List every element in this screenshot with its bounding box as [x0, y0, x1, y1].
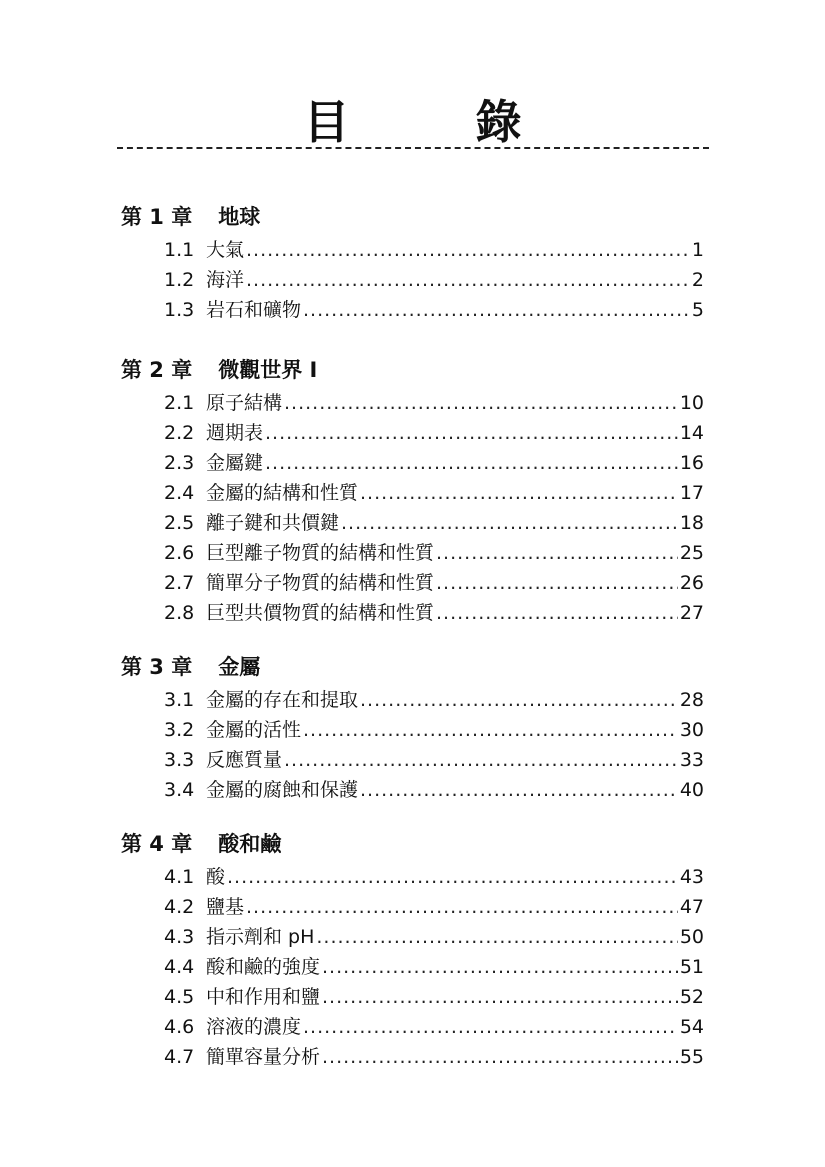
toc-entry[interactable]: [164, 982, 704, 1012]
toc-entry[interactable]: [164, 265, 704, 295]
section-number: 4.7: [164, 1046, 195, 1068]
dot-leader: [246, 265, 690, 295]
section-number: 2.4: [164, 482, 195, 504]
page-number: 18: [679, 512, 704, 534]
toc-entry[interactable]: [164, 418, 704, 448]
section-number: 2.1: [164, 392, 195, 414]
title-divider: [117, 147, 709, 149]
section-number: 2.5: [164, 512, 195, 534]
section-number: 4.3: [164, 926, 195, 948]
section-number: 2.2: [164, 422, 195, 444]
page-number: 51: [679, 956, 704, 978]
section-title: 原子結構: [206, 392, 283, 414]
chapter-number: 第 1 章: [121, 205, 193, 229]
section-title: 溶液的濃度: [206, 1016, 302, 1038]
toc-entry[interactable]: [164, 538, 704, 568]
dot-leader: [322, 1042, 678, 1072]
page-number: 28: [679, 689, 704, 711]
section-number: 1.2: [164, 269, 195, 291]
section-title: 金屬鍵: [206, 452, 264, 474]
toc-entry[interactable]: [164, 478, 704, 508]
dot-leader: [303, 715, 678, 745]
section-title: 巨型共價物質的結構和性質: [206, 602, 435, 624]
section-title: 酸: [206, 866, 226, 888]
page-number: 33: [679, 749, 704, 771]
section-number: 2.7: [164, 572, 195, 594]
section-title: 反應質量: [206, 749, 283, 771]
section-title: 指示劑和 pH: [206, 926, 315, 948]
section-number: 4.1: [164, 866, 195, 888]
page-number: 47: [679, 896, 704, 918]
chapter-heading: [121, 830, 281, 858]
page-number: 40: [679, 779, 704, 801]
toc-entry[interactable]: [164, 508, 704, 538]
dot-leader: [284, 388, 678, 418]
dot-leader: [436, 568, 678, 598]
section-title: 巨型離子物質的結構和性質: [206, 542, 435, 564]
dot-leader: [322, 952, 678, 982]
dot-leader: [436, 598, 678, 628]
dot-leader: [360, 775, 678, 805]
toc-entry[interactable]: [164, 685, 704, 715]
page-number: 10: [679, 392, 704, 414]
dot-leader: [284, 745, 678, 775]
toc-entry[interactable]: [164, 775, 704, 805]
toc-entry[interactable]: [164, 1012, 704, 1042]
chapter-number: 第 2 章: [121, 358, 193, 382]
toc-entry[interactable]: [164, 568, 704, 598]
dot-leader: [227, 862, 678, 892]
section-title: 簡單分子物質的結構和性質: [206, 572, 435, 594]
section-number: 3.1: [164, 689, 195, 711]
dot-leader: [303, 295, 690, 325]
toc-entry[interactable]: [164, 892, 704, 922]
section-number: 3.4: [164, 779, 195, 801]
section-title: 週期表: [206, 422, 264, 444]
page-number: 25: [679, 542, 704, 564]
page-number: 50: [679, 926, 704, 948]
dot-leader: [265, 448, 678, 478]
dot-leader: [360, 685, 678, 715]
section-title: 金屬的存在和提取: [206, 689, 359, 711]
section-number: 4.2: [164, 896, 195, 918]
page-number: 2: [691, 269, 704, 291]
toc-entry[interactable]: [164, 1042, 704, 1072]
section-title: 大氣: [206, 239, 245, 261]
section-title: 岩石和礦物: [206, 299, 302, 321]
page-number: 43: [679, 866, 704, 888]
toc-entry[interactable]: [164, 388, 704, 418]
dot-leader: [322, 982, 678, 1012]
chapter-name: 微觀世界 I: [218, 358, 318, 382]
chapter-name: 地球: [218, 205, 261, 229]
chapter-number: 第 4 章: [121, 832, 193, 856]
section-number: 3.2: [164, 719, 195, 741]
page-number: 27: [679, 602, 704, 624]
chapter-heading: [121, 203, 260, 231]
dot-leader: [360, 478, 678, 508]
page-title: 目 錄: [303, 95, 562, 149]
section-title: 海洋: [206, 269, 245, 291]
section-number: 3.3: [164, 749, 195, 771]
toc-entry[interactable]: [164, 598, 704, 628]
toc-entry[interactable]: [164, 952, 704, 982]
page-number: 14: [679, 422, 704, 444]
chapter-heading: [121, 653, 260, 681]
section-number: 4.5: [164, 986, 195, 1008]
section-number: 2.6: [164, 542, 195, 564]
section-number: 4.4: [164, 956, 195, 978]
page-number: 26: [679, 572, 704, 594]
chapter-heading: [121, 356, 317, 384]
section-number: 2.3: [164, 452, 195, 474]
dot-leader: [246, 235, 690, 265]
toc-entry[interactable]: [164, 922, 704, 952]
section-number: 1.1: [164, 239, 195, 261]
page-number: 52: [679, 986, 704, 1008]
page-number: 54: [679, 1016, 704, 1038]
page-number: 55: [679, 1046, 704, 1068]
toc-entry[interactable]: [164, 715, 704, 745]
toc-entry[interactable]: [164, 862, 704, 892]
section-title: 中和作用和鹽: [206, 986, 321, 1008]
dot-leader: [265, 418, 678, 448]
section-number: 2.8: [164, 602, 195, 624]
toc-entry[interactable]: [164, 235, 704, 265]
section-number: 1.3: [164, 299, 195, 321]
chapter-name: 酸和鹼: [218, 832, 282, 856]
section-title: 簡單容量分析: [206, 1046, 321, 1068]
section-title: 酸和鹼的強度: [206, 956, 321, 978]
toc-entry[interactable]: [164, 448, 704, 478]
section-title: 鹽基: [206, 896, 245, 918]
section-title: 離子鍵和共價鍵: [206, 512, 340, 534]
toc-entry[interactable]: [164, 295, 704, 325]
page-number: 5: [691, 299, 704, 321]
section-title: 金屬的腐蝕和保護: [206, 779, 359, 801]
page-number: 30: [679, 719, 704, 741]
page-number: 17: [679, 482, 704, 504]
chapter-number: 第 3 章: [121, 655, 193, 679]
section-number: 4.6: [164, 1016, 195, 1038]
dot-leader: [303, 1012, 678, 1042]
dot-leader: [316, 922, 677, 952]
dot-leader: [436, 538, 678, 568]
section-title: 金屬的結構和性質: [206, 482, 359, 504]
page-number: 1: [691, 239, 704, 261]
chapter-name: 金屬: [218, 655, 261, 679]
dot-leader: [246, 892, 678, 922]
dot-leader: [341, 508, 678, 538]
section-title: 金屬的活性: [206, 719, 302, 741]
page-number: 16: [679, 452, 704, 474]
toc-entry[interactable]: [164, 745, 704, 775]
